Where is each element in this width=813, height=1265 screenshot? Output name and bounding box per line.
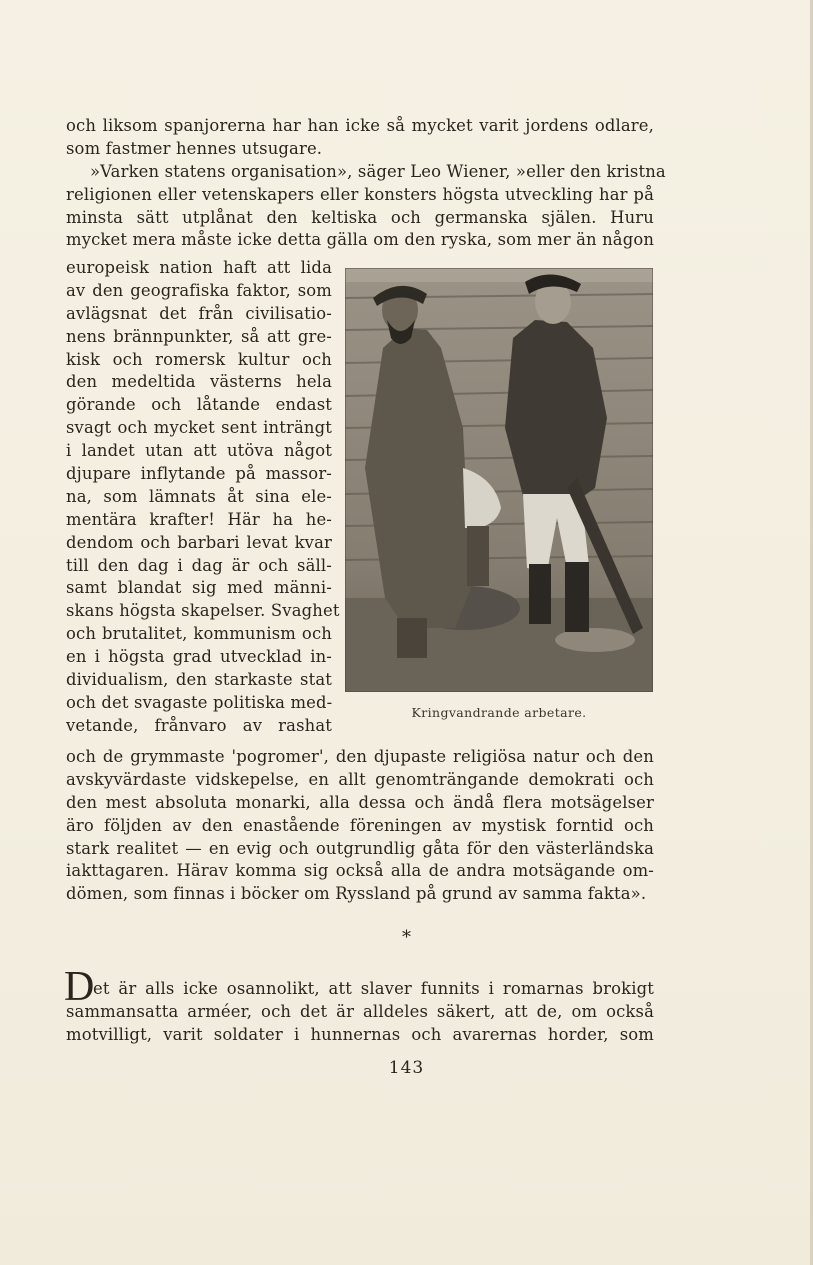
text-line: sammansatta arméer, och det är alldeles säkert, att de, om också [66, 1002, 654, 1021]
text-line: och det svagaste politiska med- [66, 692, 333, 712]
text-line: i landet utan att utöva något [66, 441, 332, 461]
text-line: minsta sätt utplånat den keltiska och germanska själen. Huru [66, 207, 654, 227]
photo-figure [345, 268, 653, 692]
text-line: till den dag i dag är och säll- [66, 555, 332, 575]
text-line: europeisk nation haft att lida [66, 258, 332, 277]
text-line: och liksom spanjorerna har han icke så mycket varit jordens odlare, [66, 116, 654, 135]
text-line: som fastmer hennes utsugare. [66, 138, 323, 158]
text-line: skans högsta skapelser. Svaghet [66, 601, 340, 621]
text-line: nens brännpunkter, så att gre- [66, 326, 332, 346]
text-line: äro följden av den enastående föreningen av mystisk forntid och [66, 815, 654, 835]
text-line: och brutalitet, kommunism och [66, 624, 332, 644]
text-line: djupare inflytande på massor- [66, 464, 332, 484]
text-line: mentära krafter! Här ha he- [66, 509, 332, 529]
text-line: et är alls icke osannolikt, att slaver funnits i romarnas brokigt [93, 979, 654, 998]
text-line: en i högsta grad utvecklad in- [66, 647, 332, 667]
text-line: kisk och romersk kultur och [66, 349, 332, 369]
text-line: svagt och mycket sent inträngt [66, 418, 332, 438]
text-line: dendom och barbari levat kvar [66, 532, 332, 552]
body-text-narrow [66, 257, 340, 738]
text-line: görande och låtande endast [66, 395, 332, 415]
text-line: samt blandat sig med männi- [66, 578, 332, 598]
text-line: stark realitet — en evig och outgrundlig gåta för den västerländska [66, 838, 654, 858]
text-line: iakttagaren. Härav komma sig också alla de andra motsägande om- [66, 861, 654, 881]
body-text-bottom [66, 746, 654, 906]
section-separator: * [402, 927, 411, 948]
photograph-two-workers [345, 268, 653, 692]
text-line: av den geografiska faktor, som [66, 280, 332, 300]
body-text-section2-first [93, 978, 654, 1001]
figure-caption: Kringvandrande arbetare. [411, 705, 587, 720]
text-line: avlägsnat det från civilisatio- [66, 303, 332, 323]
text-line: motvilligt, varit soldater i hunnernas och avarernas horder, som [66, 1024, 654, 1044]
text-line: mycket mera måste icke detta gälla om den ryska, som mer än någon [66, 230, 655, 250]
text-line: den medeltida västerns hela [66, 372, 332, 392]
text-line: den mest absoluta monarki, alla dessa och ändå flera motsägelser [66, 792, 654, 812]
text-line: dömen, som finnas i böcker om Ryssland på grund av samma fakta». [66, 884, 647, 904]
text-line: avskyvärdaste vidskepelse, en allt genomträngande demokrati och [66, 769, 654, 789]
text-line: dividualism, den starkaste stat [66, 670, 332, 690]
text-line: vetande, frånvaro av rashat [66, 715, 332, 735]
text-line: »Varken statens organisation», säger Leo Wiener, »eller den kristna [90, 161, 666, 181]
text-line: na, som lämnats åt sina ele- [66, 486, 332, 506]
body-text-section2 [66, 1001, 654, 1047]
text-line: religionen eller vetenskapers eller konsters högsta utveckling har på [66, 184, 654, 204]
text-line: och de grymmaste 'pogromer', den djupaste religiösa natur och den [66, 747, 654, 766]
page-number: 143 [388, 1058, 425, 1078]
body-text-top [66, 115, 666, 252]
drop-cap: D [64, 964, 95, 1010]
